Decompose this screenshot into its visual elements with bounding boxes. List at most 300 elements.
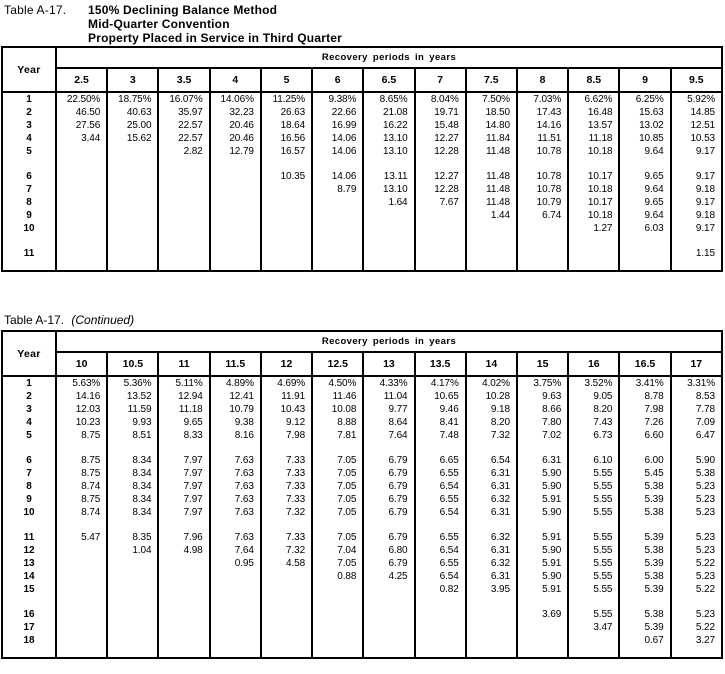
rate-cell: 26.63 [261,106,312,119]
rate-cell: 8.51 [107,429,158,442]
header-row-periods [2,68,722,92]
rate-cell [56,544,107,557]
header-row-group [2,47,722,68]
table-row [2,209,722,222]
rate-cell: 5.22 [671,621,722,634]
rate-cell: 7.97 [158,480,209,493]
table-row [2,196,722,209]
rate-cell: 5.92% [671,92,722,106]
rate-cell: 4.17% [415,376,466,390]
rate-cell: 13.10 [363,145,414,158]
rate-cell: 14.80 [466,119,517,132]
table-row [2,132,722,145]
rate-cell [466,222,517,235]
rate-cell: 6.54 [415,480,466,493]
rate-cell [158,634,209,647]
rate-cell [363,634,414,647]
spacer-cell [107,158,158,170]
rate-cell: 8.04% [415,92,466,106]
rate-cell: 9.18 [671,209,722,222]
rate-cell: 9.77 [363,403,414,416]
table-row [2,493,722,506]
rate-cell [107,621,158,634]
rate-cell: 7.33 [261,531,312,544]
spacer-year-cell [2,442,56,454]
rate-cell: 13.10 [363,183,414,196]
rate-cell: 10.78 [517,183,568,196]
rate-cell [56,145,107,158]
rate-cell: 5.39 [619,493,670,506]
rate-cell: 7.63 [210,531,261,544]
table-row [2,403,722,416]
rate-cell [158,621,209,634]
rate-cell: 8.34 [107,480,158,493]
rate-cell: 22.66 [312,106,363,119]
rate-cell: 16.22 [363,119,414,132]
spacer-cell [210,519,261,531]
spacer-cell [107,235,158,247]
rate-cell [261,570,312,583]
rate-cell: 35.97 [158,106,209,119]
rate-cell [158,557,209,570]
rate-cell: 7.67 [415,196,466,209]
period-column-header: 10.5 [107,352,158,376]
rate-cell: 5.91 [517,531,568,544]
rate-cell: 6.79 [363,493,414,506]
rate-cell: 6.25% [619,92,670,106]
table-row [2,531,722,544]
rate-cell [363,247,414,260]
table1-title-line-1: 150% Declining Balance Method [88,3,278,17]
rate-cell: 21.08 [363,106,414,119]
rate-cell [363,621,414,634]
rate-cell [466,634,517,647]
spacer-cell [671,519,722,531]
rate-cell: 1.44 [466,209,517,222]
spacer-cell [56,596,107,608]
spacer-cell [415,158,466,170]
spacer-cell [415,596,466,608]
period-column-header: 17 [671,352,722,376]
spacer-cell [466,596,517,608]
rate-cell [415,247,466,260]
rate-cell: 7.96 [158,531,209,544]
rate-cell: 27.56 [56,119,107,132]
rate-cell: 7.63 [210,493,261,506]
spacer-cell [158,260,209,271]
rate-cell [312,196,363,209]
bottom-padding-row [2,647,722,658]
rate-cell: 11.25% [261,92,312,106]
rate-cell: 7.98 [261,429,312,442]
rate-cell: 7.64 [363,429,414,442]
rate-cell [107,557,158,570]
rate-cell [261,621,312,634]
rate-cell: 7.97 [158,454,209,467]
rate-cell: 6.31 [466,467,517,480]
spacer-cell [56,158,107,170]
spacer-cell [619,596,670,608]
rate-cell [158,170,209,183]
rate-cell [261,196,312,209]
rate-cell: 11.48 [466,145,517,158]
rate-cell: 12.41 [210,390,261,403]
spacer-cell [158,158,209,170]
rate-cell: 4.50% [312,376,363,390]
rate-cell [363,608,414,621]
rate-cell: 4.58 [261,557,312,570]
rate-cell: 6.32 [466,531,517,544]
rate-cell: 8.78 [619,390,670,403]
rate-cell: 11.51 [517,132,568,145]
rate-cell [210,247,261,260]
rate-cell: 11.04 [363,390,414,403]
table-row [2,416,722,429]
rate-cell: 16.48 [568,106,619,119]
rate-cell: 14.06 [312,132,363,145]
rate-cell: 5.55 [568,608,619,621]
rate-cell: 7.33 [261,480,312,493]
period-column-header: 11 [158,352,209,376]
rate-cell: 8.53 [671,390,722,403]
rate-cell: 10.35 [261,170,312,183]
spacer-cell [466,442,517,454]
spacer-cell [466,235,517,247]
spacer-cell [312,647,363,658]
rate-cell [261,634,312,647]
year-cell: 13 [2,557,56,570]
period-column-header: 8.5 [568,68,619,92]
rate-cell [466,608,517,621]
rate-cell [261,247,312,260]
rate-cell [517,634,568,647]
rate-cell: 3.52% [568,376,619,390]
rate-cell: 11.18 [568,132,619,145]
spacer-cell [56,519,107,531]
rate-cell: 10.18 [568,209,619,222]
table-row [2,145,722,158]
period-column-header: 7 [415,68,466,92]
rate-cell: 7.05 [312,506,363,519]
rate-cell [415,621,466,634]
spacer-cell [363,519,414,531]
rate-cell [56,170,107,183]
rate-cell: 7.63 [210,454,261,467]
rate-cell: 5.11% [158,376,209,390]
rate-cell: 7.05 [312,557,363,570]
rate-cell: 9.38% [312,92,363,106]
spacer-cell [261,158,312,170]
spacer-cell [363,158,414,170]
rate-cell [312,222,363,235]
spacer-cell [619,442,670,454]
rate-cell [107,583,158,596]
rate-cell: 32.23 [210,106,261,119]
rate-cell: 5.90 [671,454,722,467]
table1-title [4,3,342,45]
rate-cell: 6.31 [466,570,517,583]
year-cell: 6 [2,454,56,467]
spacer-cell [261,519,312,531]
rate-cell [107,183,158,196]
rate-cell [107,196,158,209]
rate-cell: 5.39 [619,557,670,570]
spacer-year-cell [2,235,56,247]
rate-cell: 6.31 [517,454,568,467]
period-column-header: 6.5 [363,68,414,92]
rate-cell: 12.51 [671,119,722,132]
spacer-cell [619,519,670,531]
spacer-cell [517,442,568,454]
bottom-padding-row [2,260,722,271]
rate-cell: 15.48 [415,119,466,132]
rate-cell: 4.02% [466,376,517,390]
table-row [2,92,722,106]
rate-cell: 18.64 [261,119,312,132]
rate-cell: 22.50% [56,92,107,106]
rate-cell: 8.75 [56,454,107,467]
rate-cell: 16.56 [261,132,312,145]
spacer-cell [568,442,619,454]
year-cell: 10 [2,222,56,235]
rate-cell: 5.38 [619,570,670,583]
rate-cell: 8.34 [107,493,158,506]
rate-cell: 25.00 [107,119,158,132]
rate-cell [363,209,414,222]
rate-cell: 7.80 [517,416,568,429]
period-column-header: 9 [619,68,670,92]
rate-cell: 10.18 [568,145,619,158]
table-row [2,429,722,442]
rate-cell: 5.55 [568,480,619,493]
rate-cell: 5.23 [671,531,722,544]
table2-title-continued: (Continued) [71,313,135,327]
spacer-row [2,519,722,531]
year-cell: 14 [2,570,56,583]
rate-cell [158,209,209,222]
rate-cell: 22.57 [158,119,209,132]
rate-cell: 19.71 [415,106,466,119]
rate-cell [158,583,209,596]
spacer-cell [568,519,619,531]
spacer-cell [415,519,466,531]
rate-cell: 6.79 [363,557,414,570]
rate-cell [312,608,363,621]
rate-cell [210,209,261,222]
year-cell: 8 [2,480,56,493]
rate-cell: 14.16 [517,119,568,132]
rate-cell: 10.79 [517,196,568,209]
rate-cell: 7.48 [415,429,466,442]
spacer-cell [466,519,517,531]
rate-cell: 11.48 [466,170,517,183]
year-cell: 2 [2,390,56,403]
rate-cell: 5.55 [568,493,619,506]
rate-cell: 6.79 [363,506,414,519]
rate-cell: 46.50 [56,106,107,119]
rate-cell: 0.88 [312,570,363,583]
rate-cell: 9.17 [671,196,722,209]
rate-cell [107,145,158,158]
year-cell: 1 [2,92,56,106]
rate-cell: 4.98 [158,544,209,557]
rate-cell: 6.79 [363,454,414,467]
rate-cell [158,247,209,260]
spacer-cell [210,158,261,170]
rate-cell: 6.55 [415,531,466,544]
rate-cell: 7.03% [517,92,568,106]
spacer-cell [517,519,568,531]
period-column-header: 10 [56,352,107,376]
rate-cell: 8.66 [517,403,568,416]
spacer-cell [210,647,261,658]
rate-cell: 5.90 [517,506,568,519]
rate-cell [415,634,466,647]
period-column-header: 6 [312,68,363,92]
table1-title-lines [88,3,342,45]
rate-cell: 7.50% [466,92,517,106]
spacer-cell [261,235,312,247]
rate-cell: 1.04 [107,544,158,557]
rate-cell: 12.28 [415,145,466,158]
spacer-cell [363,647,414,658]
depreciation-table-continued [1,330,723,659]
rate-cell: 18.50 [466,106,517,119]
spacer-cell [466,158,517,170]
table-row [2,544,722,557]
rate-cell: 7.43 [568,416,619,429]
rate-cell [261,209,312,222]
spacer-cell [671,235,722,247]
rate-cell: 5.38 [619,608,670,621]
rate-cell: 12.03 [56,403,107,416]
rate-cell [466,247,517,260]
recovery-periods-group-header: Recovery periods in years [56,47,722,68]
rate-cell: 9.17 [671,222,722,235]
year-cell: 7 [2,183,56,196]
rate-cell: 7.63 [210,467,261,480]
rate-cell: 5.38 [671,467,722,480]
rate-cell [261,222,312,235]
rate-cell: 3.41% [619,376,670,390]
rate-cell: 7.97 [158,467,209,480]
spacer-cell [517,596,568,608]
rate-cell: 6.79 [363,531,414,544]
rate-cell [56,583,107,596]
rate-cell: 10.28 [466,390,517,403]
rate-cell: 3.47 [568,621,619,634]
rate-cell: 10.78 [517,145,568,158]
rate-cell: 8.34 [107,506,158,519]
rate-cell [210,196,261,209]
year-cell: 4 [2,416,56,429]
rate-cell: 7.05 [312,493,363,506]
rate-cell: 8.79 [312,183,363,196]
spacer-cell [158,442,209,454]
rate-cell [210,183,261,196]
rate-cell: 7.05 [312,531,363,544]
rate-cell [261,183,312,196]
period-column-header: 4 [210,68,261,92]
spacer-cell [517,260,568,271]
rate-cell: 5.55 [568,506,619,519]
spacer-cell [363,442,414,454]
table-row [2,480,722,493]
rate-cell [312,247,363,260]
rate-cell: 7.05 [312,480,363,493]
table2-title-prefix: Table A-17. [4,313,65,327]
rate-cell [56,557,107,570]
rate-cell [312,583,363,596]
table-row [2,634,722,647]
rate-cell: 8.33 [158,429,209,442]
rate-cell: 0.82 [415,583,466,596]
rate-cell: 7.32 [466,429,517,442]
rate-cell: 5.90 [517,480,568,493]
spacer-cell [363,260,414,271]
spacer-cell [107,442,158,454]
table1-title-prefix: Table A-17. [4,3,67,17]
rate-cell [363,583,414,596]
rate-cell: 5.22 [671,583,722,596]
rate-cell: 9.65 [619,170,670,183]
spacer-cell [568,158,619,170]
rate-cell [56,621,107,634]
rate-cell: 5.39 [619,531,670,544]
rate-cell: 5.55 [568,583,619,596]
year-cell: 11 [2,247,56,260]
rate-cell: 7.05 [312,467,363,480]
spacer-cell [107,647,158,658]
rate-cell [619,247,670,260]
spacer-cell [363,235,414,247]
spacer-cell [415,235,466,247]
spacer-cell [517,158,568,170]
rate-cell: 7.32 [261,544,312,557]
spacer-cell [671,260,722,271]
spacer-cell [619,158,670,170]
rate-cell [261,608,312,621]
spacer-cell [312,158,363,170]
rate-cell: 5.23 [671,480,722,493]
rate-cell: 20.46 [210,132,261,145]
rate-cell: 7.64 [210,544,261,557]
table-row [2,621,722,634]
rate-cell: 11.48 [466,196,517,209]
rate-cell [517,247,568,260]
rate-cell: 5.90 [517,467,568,480]
spacer-year-cell [2,158,56,170]
rate-cell: 7.81 [312,429,363,442]
rate-cell: 5.55 [568,467,619,480]
year-cell: 3 [2,403,56,416]
spacer-cell [517,647,568,658]
spacer-cell [671,647,722,658]
rate-cell [210,222,261,235]
year-cell: 2 [2,106,56,119]
year-cell: 18 [2,634,56,647]
spacer-cell [415,647,466,658]
spacer-cell [56,260,107,271]
spacer-cell [158,647,209,658]
rate-cell [56,247,107,260]
table-row [2,506,722,519]
rate-cell: 5.91 [517,557,568,570]
rate-cell: 15.63 [619,106,670,119]
rate-cell: 14.85 [671,106,722,119]
rate-cell: 4.25 [363,570,414,583]
table-row [2,183,722,196]
